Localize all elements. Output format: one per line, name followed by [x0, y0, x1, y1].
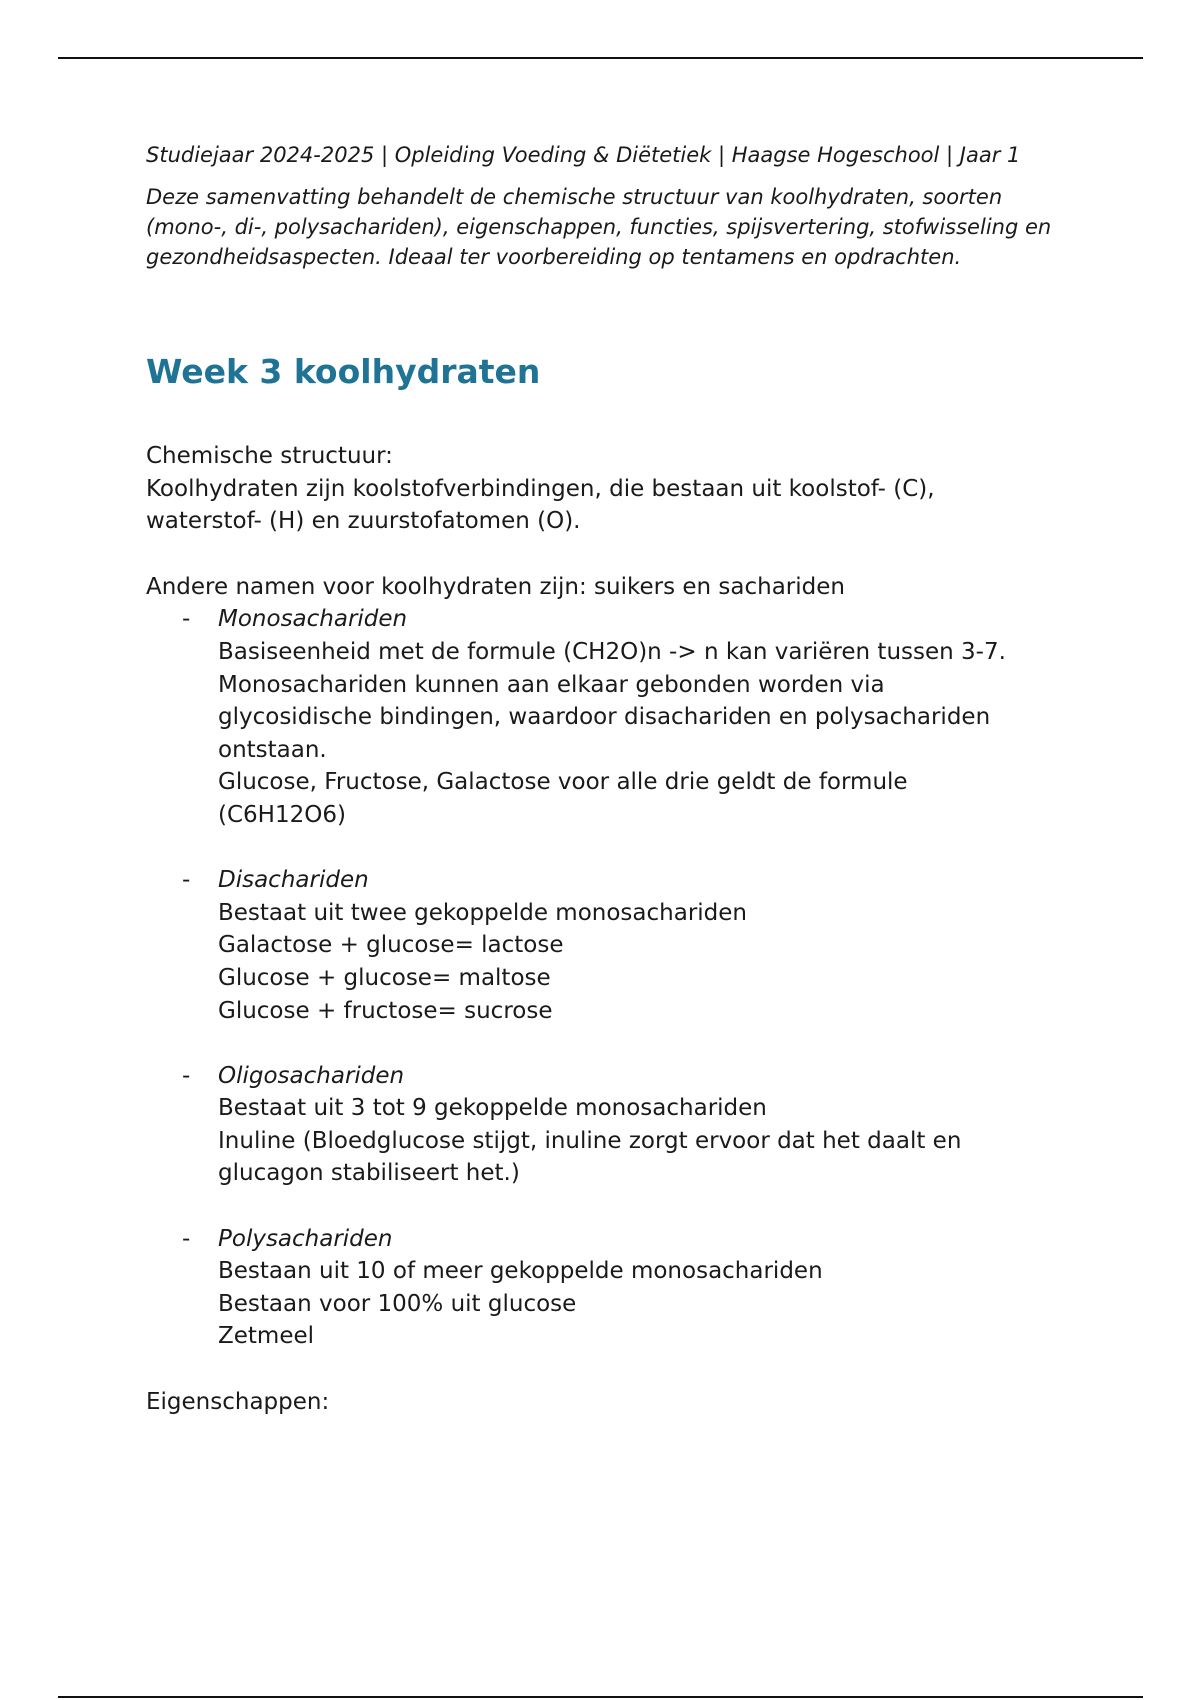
- list-item-monosachariden: [146, 603, 1066, 864]
- type-line: Glucose, Fructose, Galactose voor alle drie geldt de formule: [218, 769, 908, 796]
- structure-line-2: waterstof- (H) en zuurstofatomen (O).: [146, 508, 581, 535]
- list-dash: -: [182, 1062, 191, 1089]
- type-title: Monosachariden: [218, 606, 408, 633]
- type-line: Inuline (Bloedglucose stijgt, inuline zorgt ervoor dat het daalt en: [218, 1127, 962, 1154]
- type-line: Bestaat uit 3 tot 9 gekoppelde monosachariden: [218, 1095, 767, 1122]
- list-dash: -: [182, 867, 191, 894]
- properties-label: Eigenschappen:: [146, 1388, 330, 1415]
- type-line: Zetmeel: [218, 1323, 315, 1350]
- type-list: [146, 603, 1066, 1385]
- list-item-polysachariden: [146, 1223, 1066, 1386]
- structure-section: [146, 440, 1066, 538]
- type-line: Bestaat uit twee gekoppelde monosachariden: [218, 899, 747, 926]
- bottom-rule: [58, 1696, 1143, 1698]
- type-line: (C6H12O6): [218, 801, 346, 828]
- structure-line-1: Koolhydraten zijn koolstofverbindingen, die bestaan uit koolstof- (C),: [146, 475, 935, 502]
- type-line: Bestaan voor 100% uit glucose: [218, 1290, 577, 1317]
- meta-line: Studiejaar 2024-2025 | Opleiding Voeding & Diëtetiek | Haagse Hogeschool | Jaar 1: [146, 143, 1021, 167]
- other-names: Andere namen voor koolhydraten zijn: suikers en sachariden: [146, 573, 845, 600]
- type-title: Polysachariden: [218, 1225, 393, 1252]
- type-line: Galactose + glucose= lactose: [218, 932, 564, 959]
- types-section: [146, 571, 1066, 1418]
- type-line: ontstaan.: [218, 736, 327, 763]
- type-line: glucagon stabiliseert het.): [218, 1160, 520, 1187]
- type-title: Oligosachariden: [218, 1062, 405, 1089]
- list-dash: -: [182, 1225, 191, 1252]
- list-item-oligosachariden: [146, 1060, 1066, 1223]
- top-rule: [58, 57, 1143, 59]
- page-content: [146, 140, 1066, 1418]
- type-line: Bestaan uit 10 of meer gekoppelde monosachariden: [218, 1258, 823, 1285]
- type-line: Glucose + fructose= sucrose: [218, 997, 553, 1024]
- type-line: Basiseenheid met de formule (CH2O)n -> n kan variëren tussen 3-7.: [218, 638, 1006, 665]
- structure-label: Chemische structuur:: [146, 443, 393, 469]
- summary-text: Deze samenvatting behandelt de chemische structuur van koolhydraten, soorten (mono-, di-, polysachariden), eigenschappen, functies, spijsvertering, stofwisseling en gezondheidsaspecten. Ideaal ter voorbereiding op tentamens en opdrachten.: [146, 185, 1052, 269]
- type-line: Glucose + glucose= maltose: [218, 964, 551, 991]
- list-item-disachariden: [146, 864, 1066, 1060]
- list-dash: -: [182, 606, 191, 633]
- page-title: Week 3 koolhydraten: [146, 352, 541, 391]
- type-line: glycosidische bindingen, waardoor disachariden en polysachariden: [218, 704, 991, 731]
- type-title: Disachariden: [218, 867, 369, 894]
- type-line: Monosachariden kunnen aan elkaar gebonden worden via: [218, 671, 885, 698]
